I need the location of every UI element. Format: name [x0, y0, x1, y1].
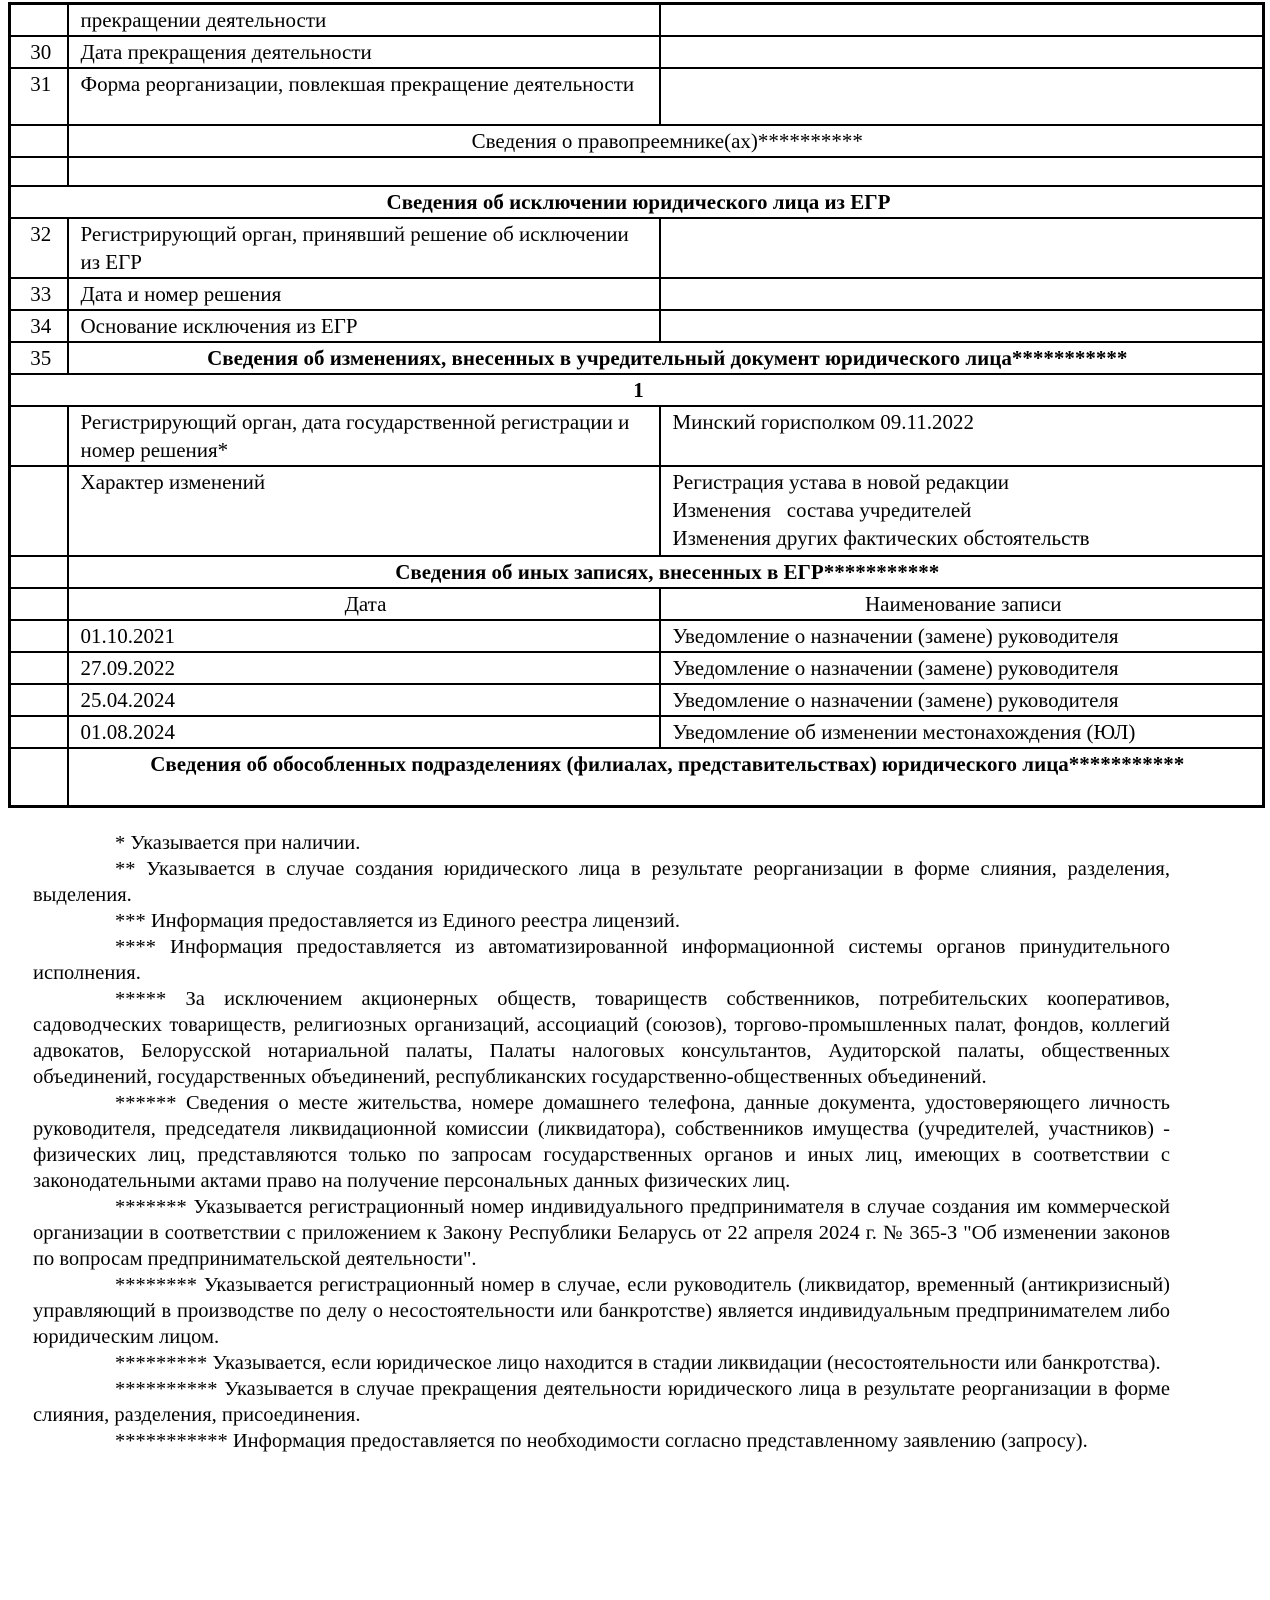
row-number-cell — [10, 748, 68, 806]
footnote: ***** За исключением акционерных обществ, товариществ собственников, потребительских кооперативов, садоводческих товариществ, религиозных организаций, ассоциаций (союзов), торгово-промышленных палат, фондов, коллегий адвокатов, Белорусской нотариальной палаты, Палаты налоговых консультантов, Аудиторской палаты, общественных объединений, государственных объединений, республиканских государственно-общественных объединений. — [33, 987, 1170, 1088]
value-line: Регистрация устава в новой редакции — [672, 470, 1009, 494]
value-line: Изменения состава учредителей — [672, 498, 972, 522]
row-value-cell — [660, 36, 1264, 68]
table-row — [10, 748, 1264, 806]
footnotes — [33, 830, 1170, 1454]
row-label-cell: Дата прекращения деятельности — [68, 36, 660, 68]
section-header-cell: Сведения об исключении юридического лица из ЕГР — [10, 186, 1264, 218]
row-label-cell: Регистрирующий орган, дата государственной регистрации и номер решения* — [68, 406, 660, 466]
row-number-cell — [10, 588, 68, 620]
record-name-cell: Уведомление о назначении (замене) руководителя — [660, 652, 1264, 684]
row-value-cell — [660, 4, 1264, 37]
footnote: ********** Указывается в случае прекращения деятельности юридического лица в результате реорганизации в форме слияния, разделения, присоединения. — [33, 1377, 1170, 1426]
footnote: *********** Информация предоставляется по необходимости согласно представленному заявлению (запросу). — [115, 1429, 1088, 1452]
record-name-cell: Уведомление об изменении местонахождения (ЮЛ) — [660, 716, 1264, 748]
row-number-cell — [10, 620, 68, 652]
record-date-cell: 25.04.2024 — [68, 684, 660, 716]
row-number-cell — [10, 4, 68, 37]
row-number-cell: 34 — [10, 310, 68, 342]
table-row — [10, 652, 1264, 684]
row-value-cell — [660, 278, 1264, 310]
record-date-cell: 01.10.2021 — [68, 620, 660, 652]
footnote: ****** Сведения о месте жительства, номере домашнего телефона, данные документа, удостоверяющего личность руководителя, председателя ликвидационной комиссии (ликвидатора), собственников имущества (учредителей, участников) - физических лиц, представляются только по запросам государственных органов и иных лиц, имеющих в соответствии с законодательными актами право на получение персональных данных физических лиц. — [33, 1091, 1170, 1192]
row-number-cell — [10, 406, 68, 466]
row-number-cell — [10, 684, 68, 716]
row-number-cell: 32 — [10, 218, 68, 278]
row-value-cell — [660, 466, 1264, 556]
row-number-cell: 30 — [10, 36, 68, 68]
footnote: ******** Указывается регистрационный номер в случае, если руководитель (ликвидатор, временный (антикризисный) управляющий в производстве по делу о несостоятельности или банкротстве) является индивидуальным предпринимателем либо юридическим лицом. — [33, 1273, 1170, 1348]
row-number-cell — [10, 466, 68, 556]
table-row — [10, 68, 1264, 125]
footnote: **** Информация предоставляется из автоматизированной информационной системы органов принудительного исполнения. — [33, 935, 1170, 984]
section-header-cell: Сведения об обособленных подразделениях (филиалах, представительствах) юридического лица*********** — [68, 748, 1264, 806]
row-number-cell: 35 — [10, 342, 68, 374]
record-date-cell: 01.08.2024 — [68, 716, 660, 748]
row-number-cell: 31 — [10, 68, 68, 125]
row-number-cell — [10, 652, 68, 684]
table-row — [10, 556, 1264, 588]
row-number-cell — [10, 157, 68, 186]
footnote: ** Указывается в случае создания юридического лица в результате реорганизации в форме слияния, разделения, выделения. — [33, 857, 1170, 906]
row-number-cell — [10, 716, 68, 748]
table-row — [10, 374, 1264, 406]
row-number-cell — [10, 125, 68, 157]
section-header-cell: Сведения об изменениях, внесенных в учредительный документ юридического лица*********** — [68, 342, 1264, 374]
table-row — [10, 4, 1264, 37]
column-header-date: Дата — [68, 588, 660, 620]
empty-cell — [68, 157, 1264, 186]
table-row — [10, 406, 1264, 466]
section-header-cell: Сведения о правопреемнике(ах)********** — [68, 125, 1264, 157]
record-name-cell: Уведомление о назначении (замене) руководителя — [660, 684, 1264, 716]
table-row — [10, 466, 1264, 556]
record-date-cell: 27.09.2022 — [68, 652, 660, 684]
table-row — [10, 218, 1264, 278]
footnote: ******* Указывается регистрационный номер индивидуального предпринимателя в случае создания им коммерческой организации в соответствии с приложением к Закону Республики Беларусь от 22 апреля 2024 г. № 365-З "Об изменении законов по вопросам предпринимательской деятельности". — [33, 1195, 1170, 1270]
registry-table — [8, 2, 1265, 808]
table-row — [10, 716, 1264, 748]
row-value-cell — [660, 68, 1264, 125]
row-label-cell: Основание исключения из ЕГР — [68, 310, 660, 342]
row-label-cell: прекращении деятельности — [68, 4, 660, 37]
table-row — [10, 342, 1264, 374]
table-row — [10, 36, 1264, 68]
row-label-cell: Характер изменений — [68, 466, 660, 556]
footnote: * Указывается при наличии. — [115, 831, 361, 854]
table-row — [10, 620, 1264, 652]
row-label-cell: Дата и номер решения — [68, 278, 660, 310]
footnote: ********* Указывается, если юридическое лицо находится в стадии ликвидации (несостоятельности или банкротства). — [115, 1351, 1161, 1374]
row-value-cell — [660, 310, 1264, 342]
record-name-cell: Уведомление о назначении (замене) руководителя — [660, 620, 1264, 652]
table-row — [10, 157, 1264, 186]
row-value-cell — [660, 218, 1264, 278]
row-label-cell: Форма реорганизации, повлекшая прекращение деятельности — [68, 68, 660, 125]
row-value-cell: Минский горисполком 09.11.2022 — [660, 406, 1264, 466]
row-number-cell: 33 — [10, 278, 68, 310]
table-row — [10, 278, 1264, 310]
table-row — [10, 186, 1264, 218]
value-line: Изменения других фактических обстоятельств — [672, 526, 1090, 550]
footnote: *** Информация предоставляется из Единого реестра лицензий. — [115, 909, 680, 932]
table-row — [10, 125, 1264, 157]
table-row — [10, 588, 1264, 620]
table-row — [10, 310, 1264, 342]
column-header-record: Наименование записи — [660, 588, 1264, 620]
column-index-cell: 1 — [10, 374, 1264, 406]
table-row — [10, 684, 1264, 716]
section-header-cell: Сведения об иных записях, внесенных в ЕГР*********** — [68, 556, 1264, 588]
row-number-cell — [10, 556, 68, 588]
row-label-cell: Регистрирующий орган, принявший решение об исключении из ЕГР — [68, 218, 660, 278]
